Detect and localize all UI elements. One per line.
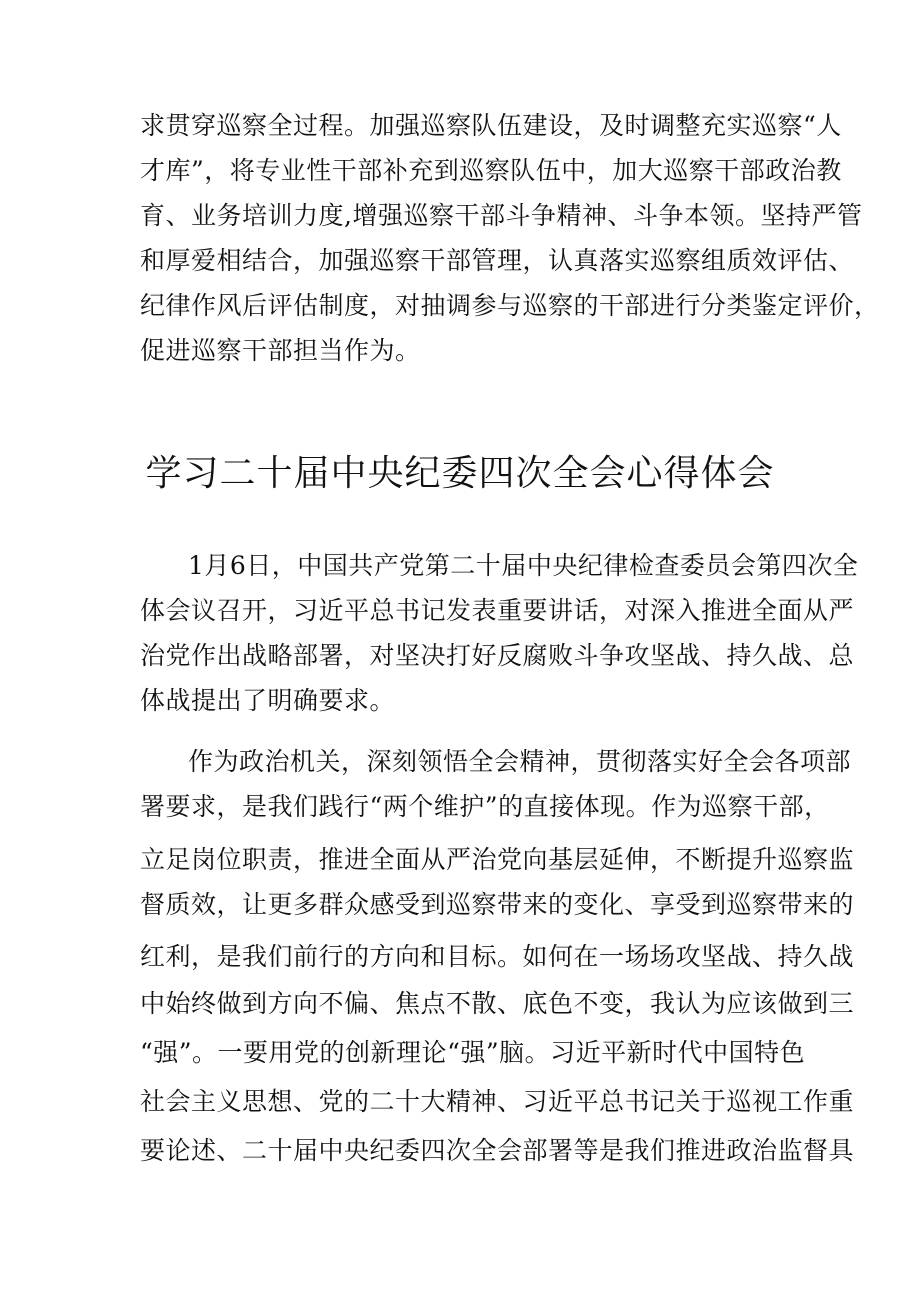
text-line: 育、业务培训力度,增强巡察干部斗争精神、斗争本领。坚持严管 (140, 201, 863, 230)
text-line: 和厚爱相结合，加强巡察干部管理，认真落实巡察组质效评估、 (140, 246, 855, 275)
text-line: 中始终做到方向不偏、焦点不散、底色不变，我认为应该做到三 (140, 989, 855, 1018)
text-line: 督质效，让更多群众感受到巡察带来的变化、享受到巡察带来的 (140, 890, 855, 919)
text-line: 署要求，是我们践行“两个维护”的直接体现。作为巡察干部， (140, 792, 830, 821)
text-line: 作为政治机关，深刻领悟全会精神，贯彻落实好全会各项部 (188, 747, 852, 776)
text-line: 治党作出战略部署，对坚决打好反腐败斗争攻坚战、持久战、总 (140, 641, 855, 670)
text-line: 体战提出了明确要求。 (140, 686, 396, 715)
text-line: 1月6日，中国共产党第二十届中央纪律检查委员会第四次全 (188, 551, 859, 580)
article-title: 学习二十届中央纪委四次全会心得体会 (145, 453, 775, 494)
text-line: 红利，是我们前行的方向和目标。如何在一场场攻坚战、持久战 (140, 942, 855, 971)
text-line: 求贯穿巡察全过程。加强巡察队伍建设，及时调整充实巡察“人 (140, 111, 842, 140)
text-line: 纪律作风后评估制度，对抽调参与巡察的干部进行分类鉴定评价， (140, 291, 880, 320)
text-line: 促进巡察干部担当作为。 (140, 336, 421, 365)
text-line: 体会议召开，习近平总书记发表重要讲话，对深入推进全面从严 (140, 596, 855, 625)
text-line: 社会主义思想、党的二十大精神、习近平总书记关于巡视工作重 (140, 1087, 855, 1116)
text-line: “强”。一要用党的创新理论“强”脑。习近平新时代中国特色 (140, 1038, 806, 1067)
text-line: 立足岗位职责，推进全面从严治党向基层延伸，不断提升巡察监 (140, 845, 855, 874)
text-line: 才库”，将专业性干部补充到巡察队伍中，加大巡察干部政治教 (140, 156, 842, 185)
text-line: 要论述、二十届中央纪委四次全会部署等是我们推进政治监督具 (140, 1136, 855, 1165)
